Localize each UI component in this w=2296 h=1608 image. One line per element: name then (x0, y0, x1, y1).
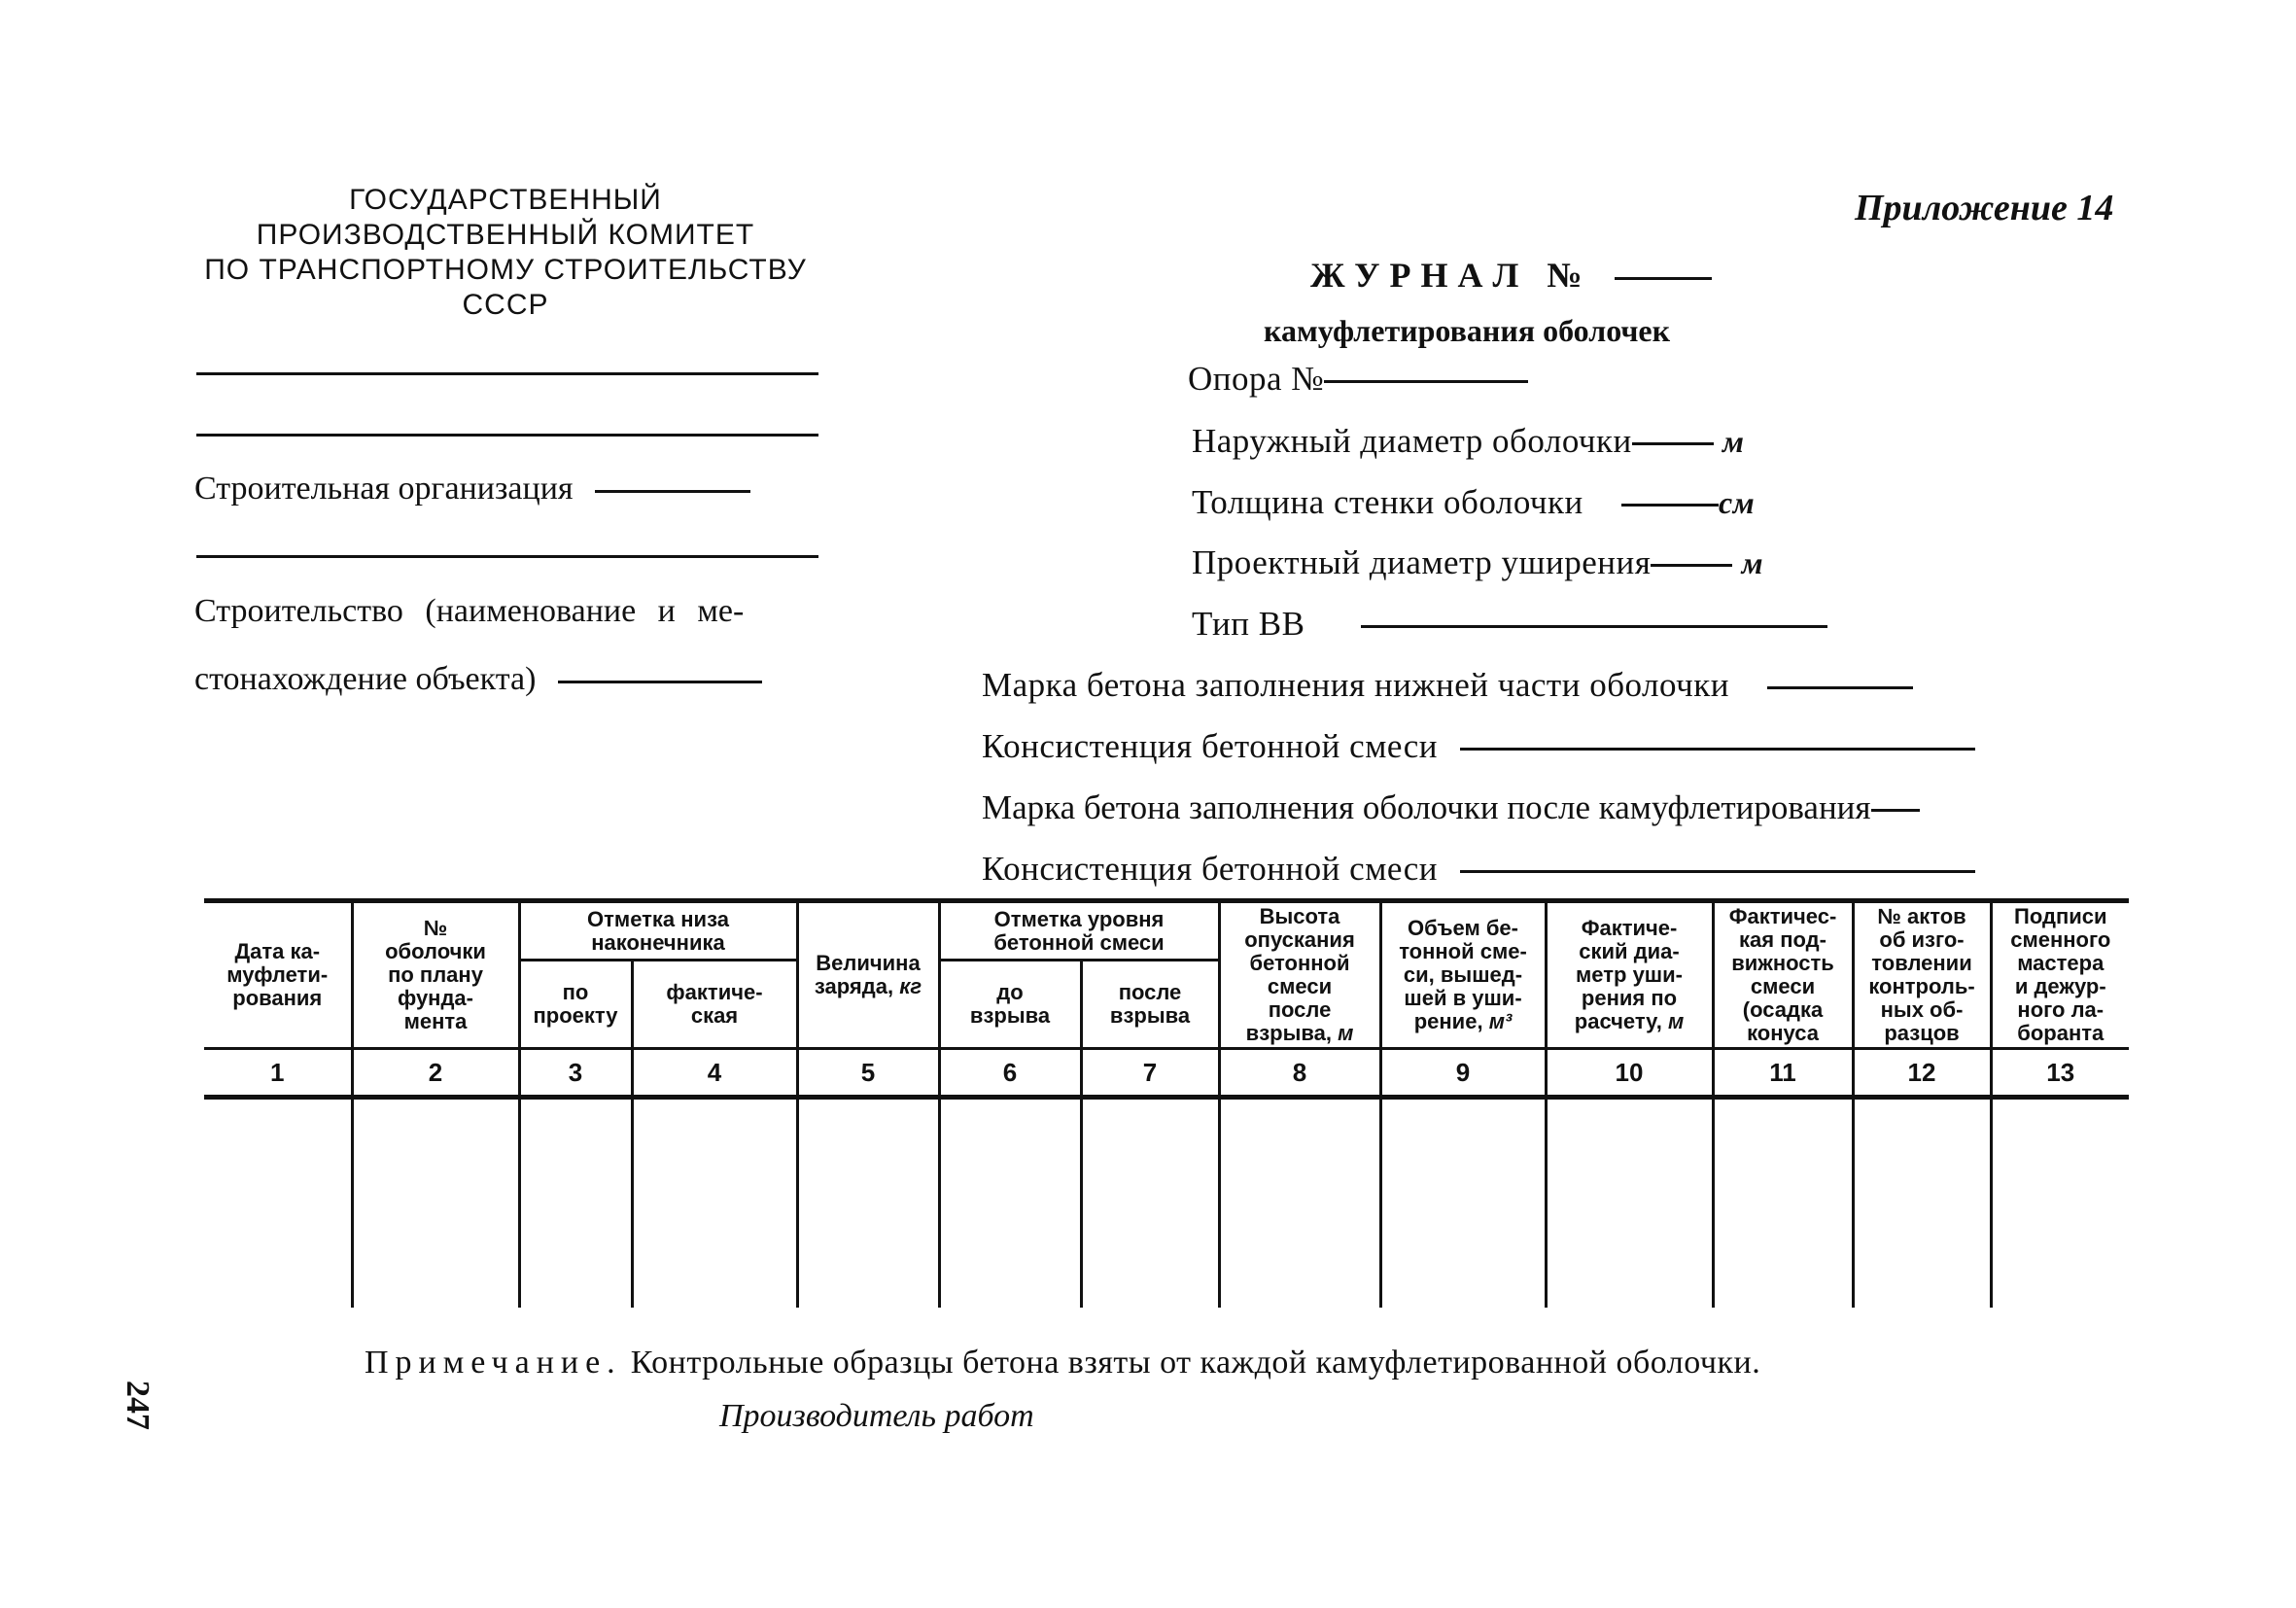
wall-thickness-label: Толщина стенки оболочки (1192, 483, 1583, 521)
outer-diameter-label: Наружный диаметр оболочки (1192, 422, 1632, 460)
support-number-label: Опора № (1188, 360, 1325, 398)
table-cell[interactable] (1546, 1098, 1713, 1309)
explosive-type-row (1192, 605, 1827, 644)
mix-consistency-1-label: Консистенция бетонной смеси (982, 727, 1439, 765)
org-line: СССР (462, 289, 549, 321)
mix-consistency-1-field[interactable] (1460, 748, 1975, 751)
col-header-actual-diameter-text: Фактиче- ский диа- метр уши- рения по расчету, (1574, 916, 1683, 1033)
outer-diameter-field[interactable] (1632, 442, 1714, 445)
note (365, 1345, 1760, 1381)
journal-number-field[interactable] (1615, 277, 1712, 280)
blank-line-1[interactable] (196, 372, 818, 375)
table-cell[interactable] (1219, 1098, 1380, 1309)
construction-label-line2: стонахождение объекта) (194, 661, 537, 697)
col-header-actual: фактиче- ская (632, 961, 797, 1049)
journal-table (204, 898, 2129, 1308)
col-header-signatures: Подписи сменного мастера и дежур- ного ла- боранта (1991, 901, 2129, 1049)
col-header-acts: № актов об изго- товлении контроль- ных об- разцов (1853, 901, 1991, 1049)
outer-diameter-unit: м (1722, 424, 1745, 459)
table-cell[interactable] (797, 1098, 939, 1309)
wall-thickness-field[interactable] (1621, 504, 1719, 507)
col-header-mobility: Фактичес- кая под- вижность смеси (осадка конуса (1713, 901, 1853, 1049)
column-number: 7 (1081, 1049, 1219, 1098)
column-number: 3 (519, 1049, 632, 1098)
support-number-field[interactable] (1324, 380, 1528, 383)
col-header-drop-height-text: Высота опускания бетонной смеси после взрыва, (1244, 904, 1355, 1045)
col-header-drop-height (1219, 901, 1380, 1049)
construction-org-label: Строительная организация (194, 471, 574, 507)
concrete-grade-after-label: Марка бетона заполнения оболочки после камуфлетирования (982, 788, 1871, 826)
column-number: 1 (204, 1049, 352, 1098)
column-number: 12 (1853, 1049, 1991, 1098)
concrete-grade-after-row (982, 788, 1920, 827)
note-label: Примечание. (365, 1345, 622, 1381)
concrete-grade-lower-field[interactable] (1767, 686, 1913, 689)
mix-consistency-2-label: Консистенция бетонной смеси (982, 850, 1439, 888)
concrete-grade-lower-label: Марка бетона заполнения нижней части оболочки (982, 666, 1729, 704)
mix-consistency-2-row (982, 850, 1975, 889)
col-header-charge-unit: кг (899, 974, 922, 998)
table-cell[interactable] (352, 1098, 519, 1309)
design-diameter-field[interactable] (1651, 564, 1732, 567)
organization-title (146, 183, 865, 323)
table-cell[interactable] (204, 1098, 352, 1309)
col-header-date: Дата ка- муфлети- рования (204, 901, 352, 1049)
support-number-row (1188, 360, 1528, 399)
group-header-mix-level: Отметка уровня бетонной смеси (939, 901, 1219, 961)
table-cell[interactable] (1081, 1098, 1219, 1309)
col-header-after-blast: после взрыва (1081, 961, 1219, 1049)
signer-label: Производитель работ (719, 1398, 1034, 1434)
column-number: 6 (939, 1049, 1081, 1098)
explosive-type-field[interactable] (1361, 625, 1827, 628)
col-header-volume-unit: м³ (1488, 1009, 1513, 1033)
mix-consistency-1-row (982, 727, 1975, 766)
column-number: 10 (1546, 1049, 1713, 1098)
journal-subtitle: камуфлетирования оболочек (1264, 313, 1671, 348)
col-header-drop-height-unit: м (1338, 1021, 1354, 1045)
column-number: 5 (797, 1049, 939, 1098)
table-cell[interactable] (1713, 1098, 1853, 1309)
col-header-charge-text: Величина заряда, (814, 951, 921, 998)
concrete-grade-after-field[interactable] (1871, 809, 1920, 812)
col-header-actual-diameter (1546, 901, 1713, 1049)
column-number: 9 (1380, 1049, 1546, 1098)
construction-object-field[interactable] (558, 681, 762, 683)
design-diameter-unit: м (1741, 545, 1763, 580)
blank-line-2[interactable] (196, 434, 818, 437)
column-number: 4 (632, 1049, 797, 1098)
col-header-actual-diameter-unit: м (1667, 1009, 1685, 1033)
design-diameter-row (1192, 543, 1763, 582)
org-line: ПО ТРАНСПОРТНОМУ СТРОИТЕЛЬСТВУ (204, 254, 807, 286)
column-number: 2 (352, 1049, 519, 1098)
org-line: ПРОИЗВОДСТВЕННЫЙ КОМИТЕТ (256, 219, 755, 251)
col-header-before-blast: до взрыва (939, 961, 1081, 1049)
col-header-shell-no: № оболочки по плану фунда- мента (352, 901, 519, 1049)
wall-thickness-unit: см (1719, 485, 1756, 520)
column-number: 11 (1713, 1049, 1853, 1098)
construction-label-line1: Строительство (наименование и ме- (194, 593, 745, 629)
page-number: 247 (120, 1381, 156, 1430)
construction-org-row (194, 471, 750, 507)
org-line: ГОСУДАРСТВЕННЫЙ (349, 184, 662, 216)
journal-title-row (1310, 255, 1712, 296)
design-diameter-label: Проектный диаметр уширения (1192, 543, 1652, 581)
col-header-volume (1380, 901, 1546, 1049)
table-cell[interactable] (632, 1098, 797, 1309)
column-number: 13 (1991, 1049, 2129, 1098)
appendix-label: Приложение 14 (1855, 188, 2114, 228)
table-cell[interactable] (519, 1098, 632, 1309)
construction-label-row (194, 661, 762, 698)
blank-line-3[interactable] (196, 555, 818, 558)
explosive-type-label: Тип ВВ (1192, 605, 1305, 643)
wall-thickness-row (1192, 483, 1755, 522)
journal-title: ЖУРНАЛ № (1310, 256, 1592, 295)
table-cell[interactable] (939, 1098, 1081, 1309)
col-header-charge (797, 901, 939, 1049)
outer-diameter-row (1192, 422, 1744, 461)
mix-consistency-2-field[interactable] (1460, 870, 1975, 873)
group-header-tip-level: Отметка низа наконечника (519, 901, 797, 961)
table-row (204, 1098, 2129, 1309)
table-cell[interactable] (1380, 1098, 1546, 1309)
concrete-grade-lower-row (982, 666, 1913, 705)
column-number: 8 (1219, 1049, 1380, 1098)
col-header-volume-text: Объем бе- тонной сме- си, вышед- шей в уши- рение, (1399, 916, 1527, 1033)
construction-org-field[interactable] (595, 490, 750, 493)
table-cell[interactable] (1853, 1098, 1991, 1309)
note-text: Контрольные образцы бетона взяты от каждой камуфлетированной оболочки. (630, 1345, 1761, 1381)
table-cell[interactable] (1991, 1098, 2129, 1309)
col-header-by-design: по проекту (519, 961, 632, 1049)
